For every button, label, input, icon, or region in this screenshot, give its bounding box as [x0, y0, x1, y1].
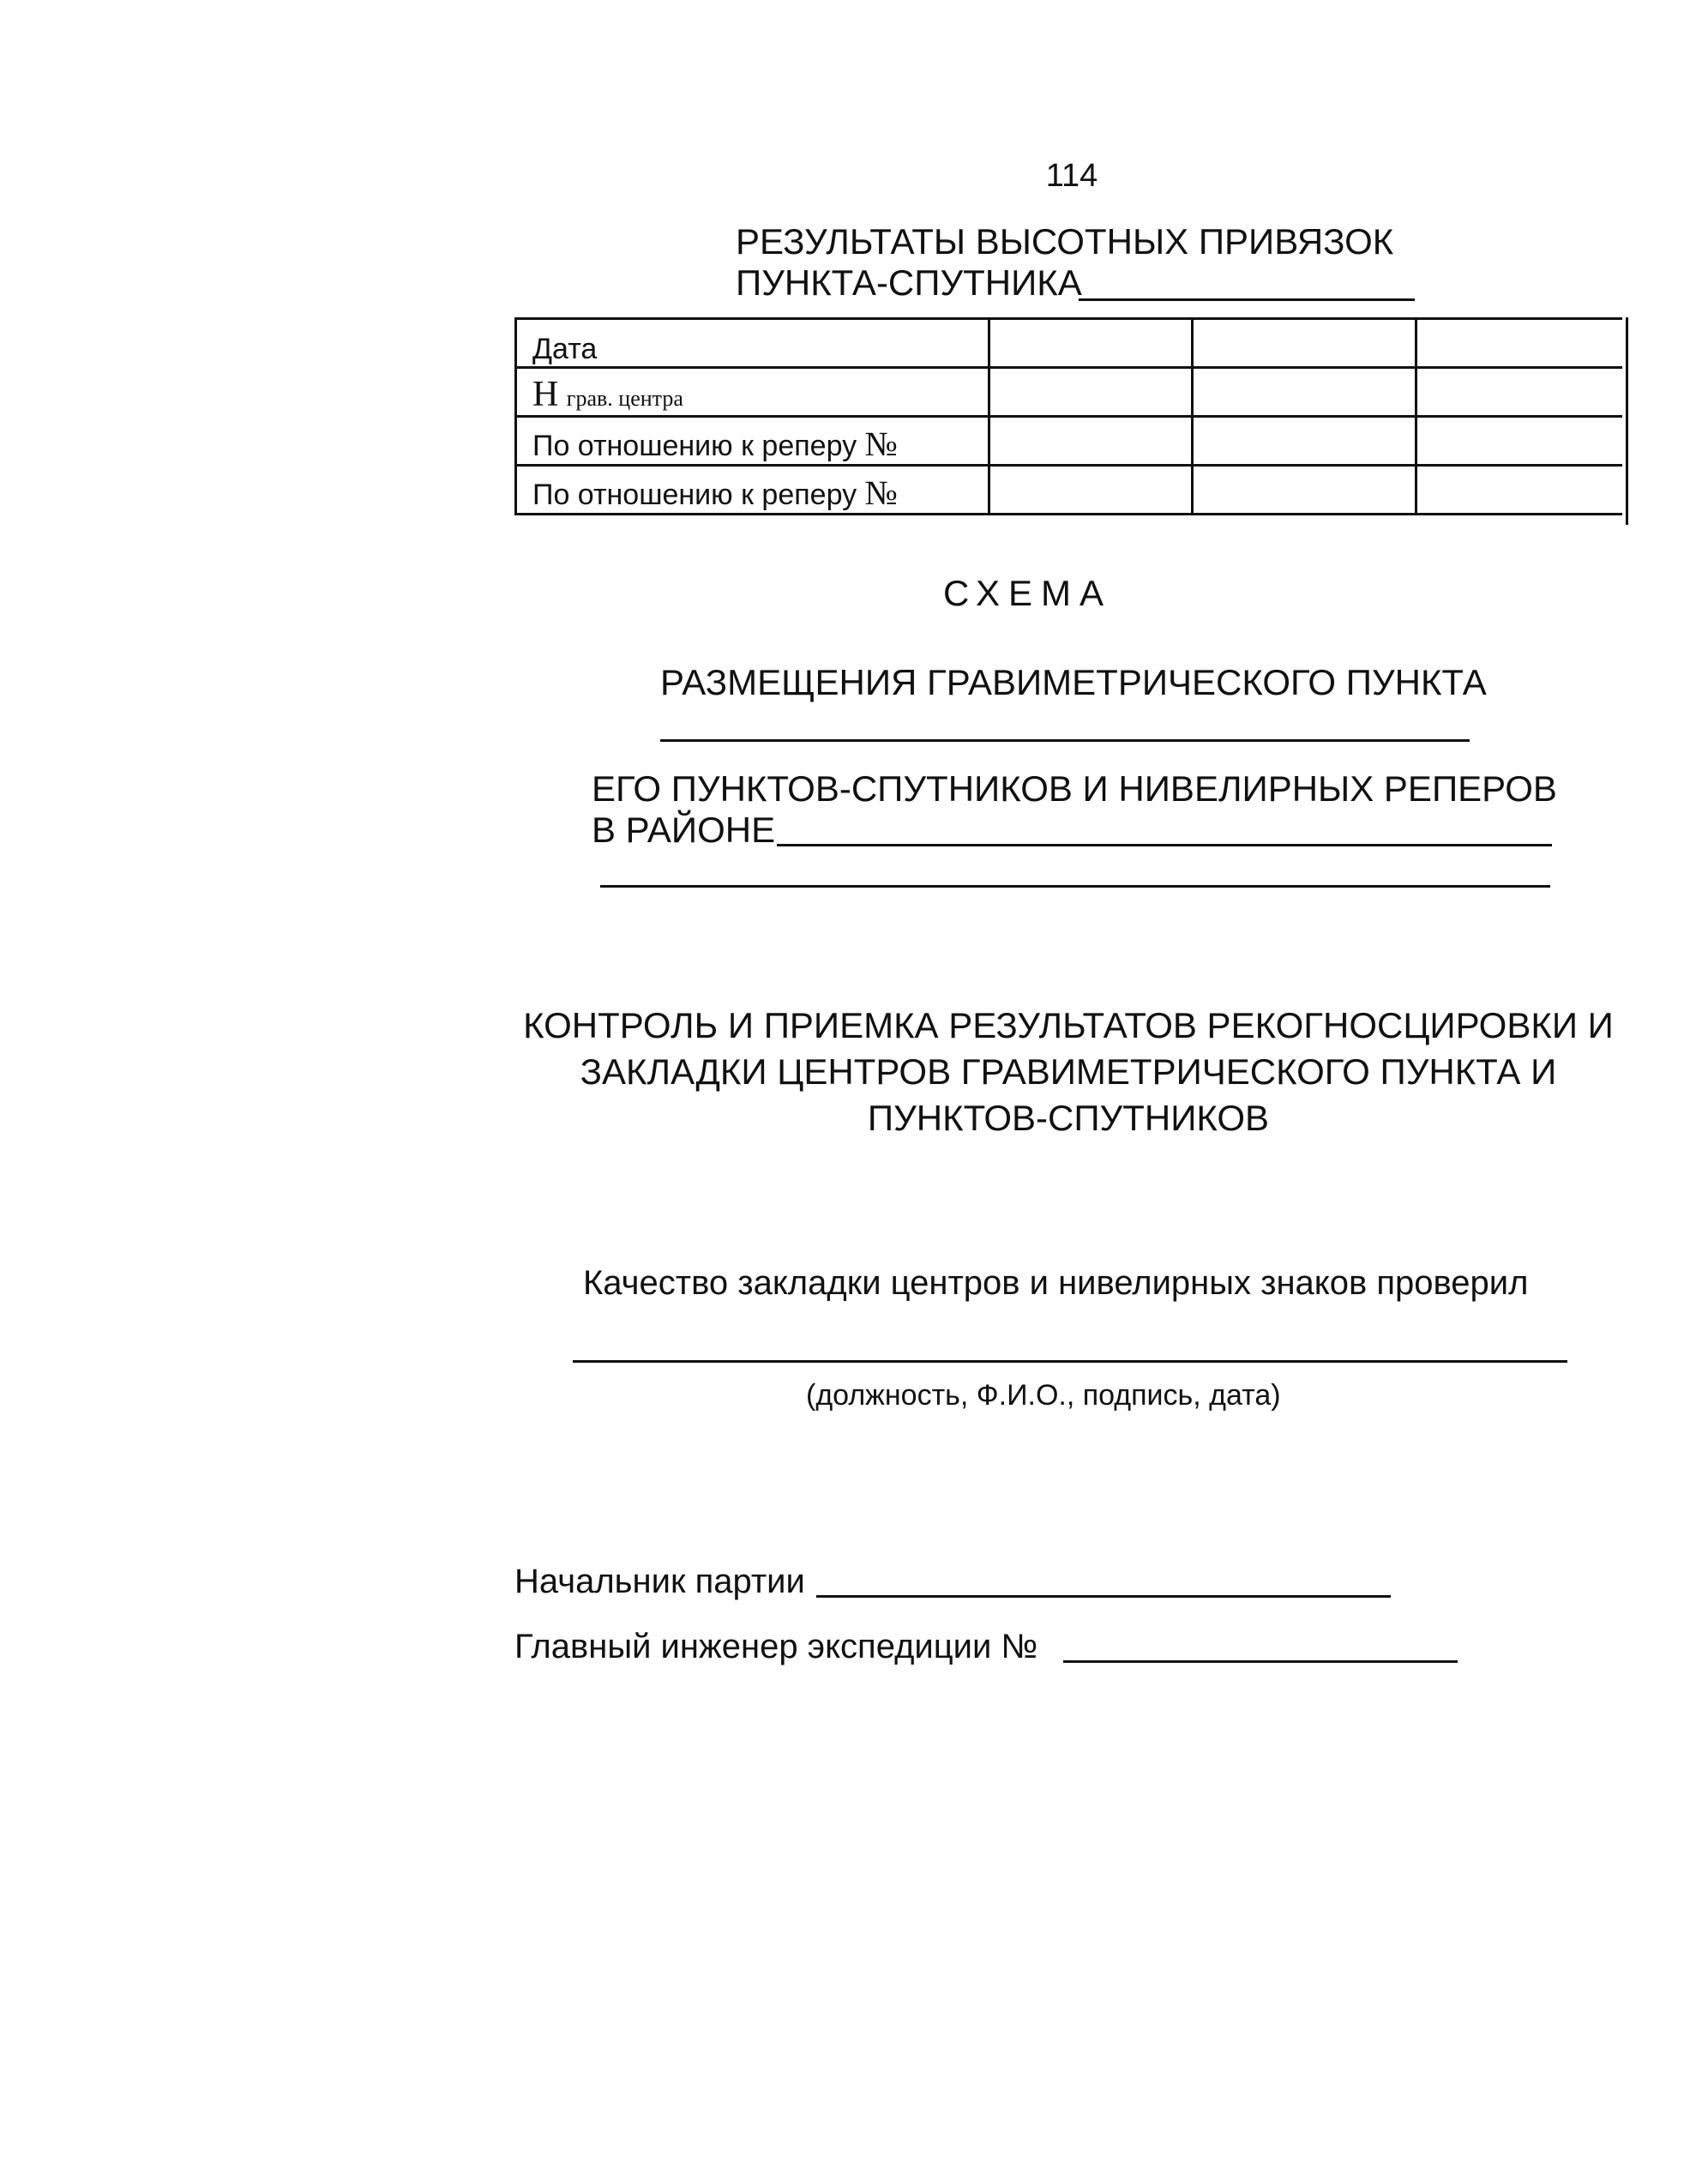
benchmark-label: По отношению к реперу	[532, 479, 857, 511]
district-fill-line	[777, 844, 1552, 846]
party-chief-label: Начальник партии	[514, 1563, 805, 1600]
height-subscript: грав. центра	[566, 386, 683, 411]
row-label-date: Дата	[516, 319, 989, 368]
number-sign: №	[864, 473, 898, 512]
chief-engineer-signature-line	[1063, 1660, 1458, 1663]
party-chief-signature-line	[816, 1595, 1391, 1598]
page-number: 114	[1045, 158, 1098, 194]
table-cell[interactable]	[1193, 368, 1416, 417]
table-cell[interactable]	[1416, 368, 1622, 417]
table-cell[interactable]	[989, 368, 1193, 417]
heights-title-line2: ПУНКТА-СПУТНИКА	[736, 262, 1082, 303]
scheme-title: СХЕМА	[943, 573, 1112, 613]
chief-engineer-label: Главный инженер экспедиции №	[514, 1628, 1038, 1665]
height-symbol: H	[532, 375, 559, 414]
heights-title-line1: РЕЗУЛЬТАТЫ ВЫСОТНЫХ ПРИВЯЗОК	[736, 221, 1394, 262]
row-label-benchmark-2	[516, 466, 989, 515]
control-title-line1: КОНТРОЛЬ И ПРИЕМКА РЕЗУЛЬТАТОВ РЕКОГНОСЦИРОВКИ И	[523, 1005, 1614, 1045]
satellite-point-fill-line	[1079, 298, 1415, 301]
heights-results-table	[514, 317, 1622, 515]
table-row-benchmark-1	[516, 417, 1623, 466]
table-row-height	[516, 368, 1623, 417]
quality-check-text: Качество закладки центров и нивелирных знаков проверил	[583, 1264, 1529, 1302]
inspector-signature-line	[573, 1360, 1567, 1363]
table-cell[interactable]	[1416, 466, 1622, 515]
control-title-line3: ПУНКТОВ-СПУТНИКОВ	[867, 1098, 1270, 1138]
signature-caption: (должность, Ф.И.О., подпись, дата)	[806, 1379, 1281, 1412]
table-cell[interactable]	[1193, 466, 1416, 515]
scheme-fill-line1	[660, 739, 1470, 742]
table-cell[interactable]	[1416, 417, 1622, 466]
table-cell[interactable]	[1193, 319, 1416, 368]
table-cell[interactable]	[989, 466, 1193, 515]
table-cell[interactable]	[1193, 417, 1416, 466]
benchmark-label: По отношению к реперу	[532, 430, 857, 462]
row-label-benchmark-1	[516, 417, 989, 466]
control-title-line2: ЗАКЛАДКИ ЦЕНТРОВ ГРАВИМЕТРИЧЕСКОГО ПУНКТА И	[580, 1051, 1557, 1092]
table-cell[interactable]	[1416, 319, 1622, 368]
table-row-date	[516, 319, 1623, 368]
table-right-edge	[1612, 317, 1628, 525]
table-cell[interactable]	[989, 417, 1193, 466]
table-row-benchmark-2	[516, 466, 1623, 515]
scheme-line2: ЕГО ПУНКТОВ-СПУТНИКОВ И НИВЕЛИРНЫХ РЕПЕРОВ	[592, 768, 1557, 809]
scheme-line1: РАЗМЕЩЕНИЯ ГРАВИМЕТРИЧЕСКОГО ПУНКТА	[660, 662, 1487, 702]
row-label-height	[516, 368, 989, 417]
table-cell[interactable]	[989, 319, 1193, 368]
number-sign: №	[864, 425, 898, 463]
scheme-line3: В РАЙОНЕ	[592, 810, 776, 850]
district-fill-line2	[600, 885, 1550, 888]
